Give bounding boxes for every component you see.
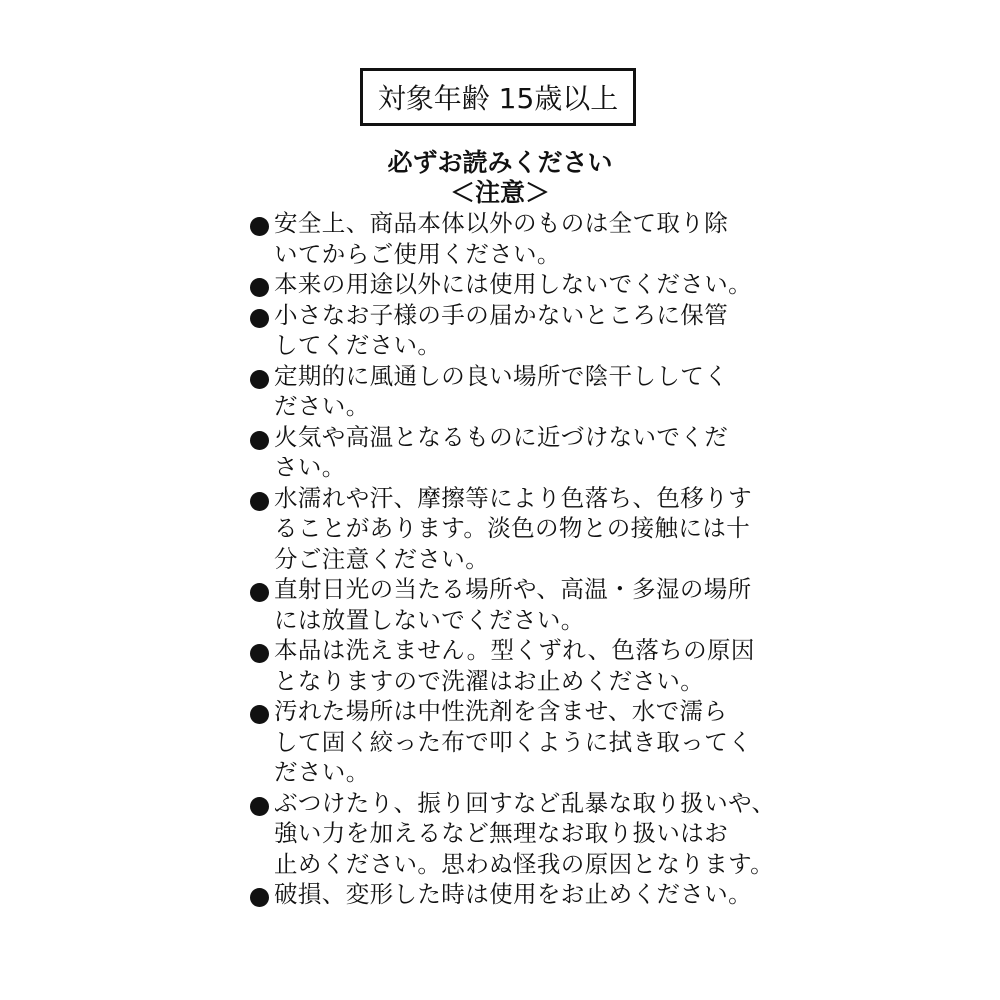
caution-text-line: 本来の用途以外には使用しないでください。 (274, 270, 752, 298)
caution-text-line: 安全上、商品本体以外のものは全て取り除 (274, 209, 729, 237)
bullet-icon (250, 583, 269, 602)
caution-item (248, 635, 758, 696)
caution-item (248, 300, 758, 361)
caution-list (248, 208, 776, 910)
caution-item (248, 361, 758, 422)
caution-text-line: 定期的に風通しの良い場所で陰干ししてく (274, 361, 729, 390)
caution-text-line: さい。 (274, 453, 346, 481)
caution-text-line: 直射日光の当たる場所や、高温・多湿の場所 (274, 575, 752, 603)
caution-text-line: には放置しないでください。 (274, 605, 585, 634)
bullet-icon (250, 278, 269, 297)
age-restriction-box (360, 68, 636, 126)
caution-item (248, 788, 776, 880)
bullet-icon (250, 705, 269, 724)
caution-text-line: ださい。 (274, 758, 370, 786)
caution-text-line: 火気や高温となるものに近づけないでくだ (274, 422, 729, 451)
caution-text-line: 強い力を加えるなど無理なお取り扱いはお (274, 819, 729, 847)
caution-item (248, 574, 758, 635)
caution-text-line: 本品は洗えません。型くずれ、色落ちの原因 (274, 636, 755, 664)
caution-text-line: 破損、変形した時は使用をお止めください。 (274, 880, 752, 908)
bullet-icon (250, 309, 269, 328)
caution-text-line: してください。 (274, 331, 442, 359)
age-restriction-label: 対象年齢 15歳以上 (377, 82, 619, 115)
caution-item (248, 879, 758, 910)
caution-text-line: ることがあります。淡色の物との接触には十 (274, 514, 751, 542)
caution-text-line: ださい。 (274, 392, 370, 420)
caution-text-line: 分ご注意ください。 (274, 544, 490, 573)
caution-item (248, 696, 758, 788)
caution-item (248, 483, 758, 575)
bullet-icon (250, 492, 269, 511)
caution-heading: ＜注意＞ (449, 178, 550, 207)
bullet-icon (250, 217, 269, 236)
caution-text-line: いてからご使用ください。 (274, 239, 561, 268)
caution-text-line: 止めください。思わぬ怪我の原因となります。 (274, 849, 775, 878)
caution-item (248, 208, 758, 269)
caution-text-line: ぶつけたり、振り回すなど乱暴な取り扱いや、 (274, 788, 776, 817)
caution-text-line: 汚れた場所は中性洗剤を含ませ、水で濡ら (274, 697, 728, 725)
bullet-icon (250, 888, 269, 907)
read-carefully-heading: 必ずお読みください (387, 148, 613, 177)
bullet-icon (250, 370, 269, 389)
caution-text-line: 水濡れや汗、摩擦等により色落ち、色移りす (274, 483, 752, 512)
caution-text-line: となりますので洗濯はお止めください。 (274, 666, 705, 695)
bullet-icon (250, 431, 269, 450)
caution-text-line: 小さなお子様の手の届かないところに保管 (274, 300, 729, 329)
caution-text-line: して固く絞った布で叩くように拭き取ってく (274, 727, 752, 756)
caution-item (248, 422, 758, 483)
bullet-icon (250, 797, 269, 816)
caution-item (248, 269, 758, 300)
bullet-icon (250, 644, 269, 663)
